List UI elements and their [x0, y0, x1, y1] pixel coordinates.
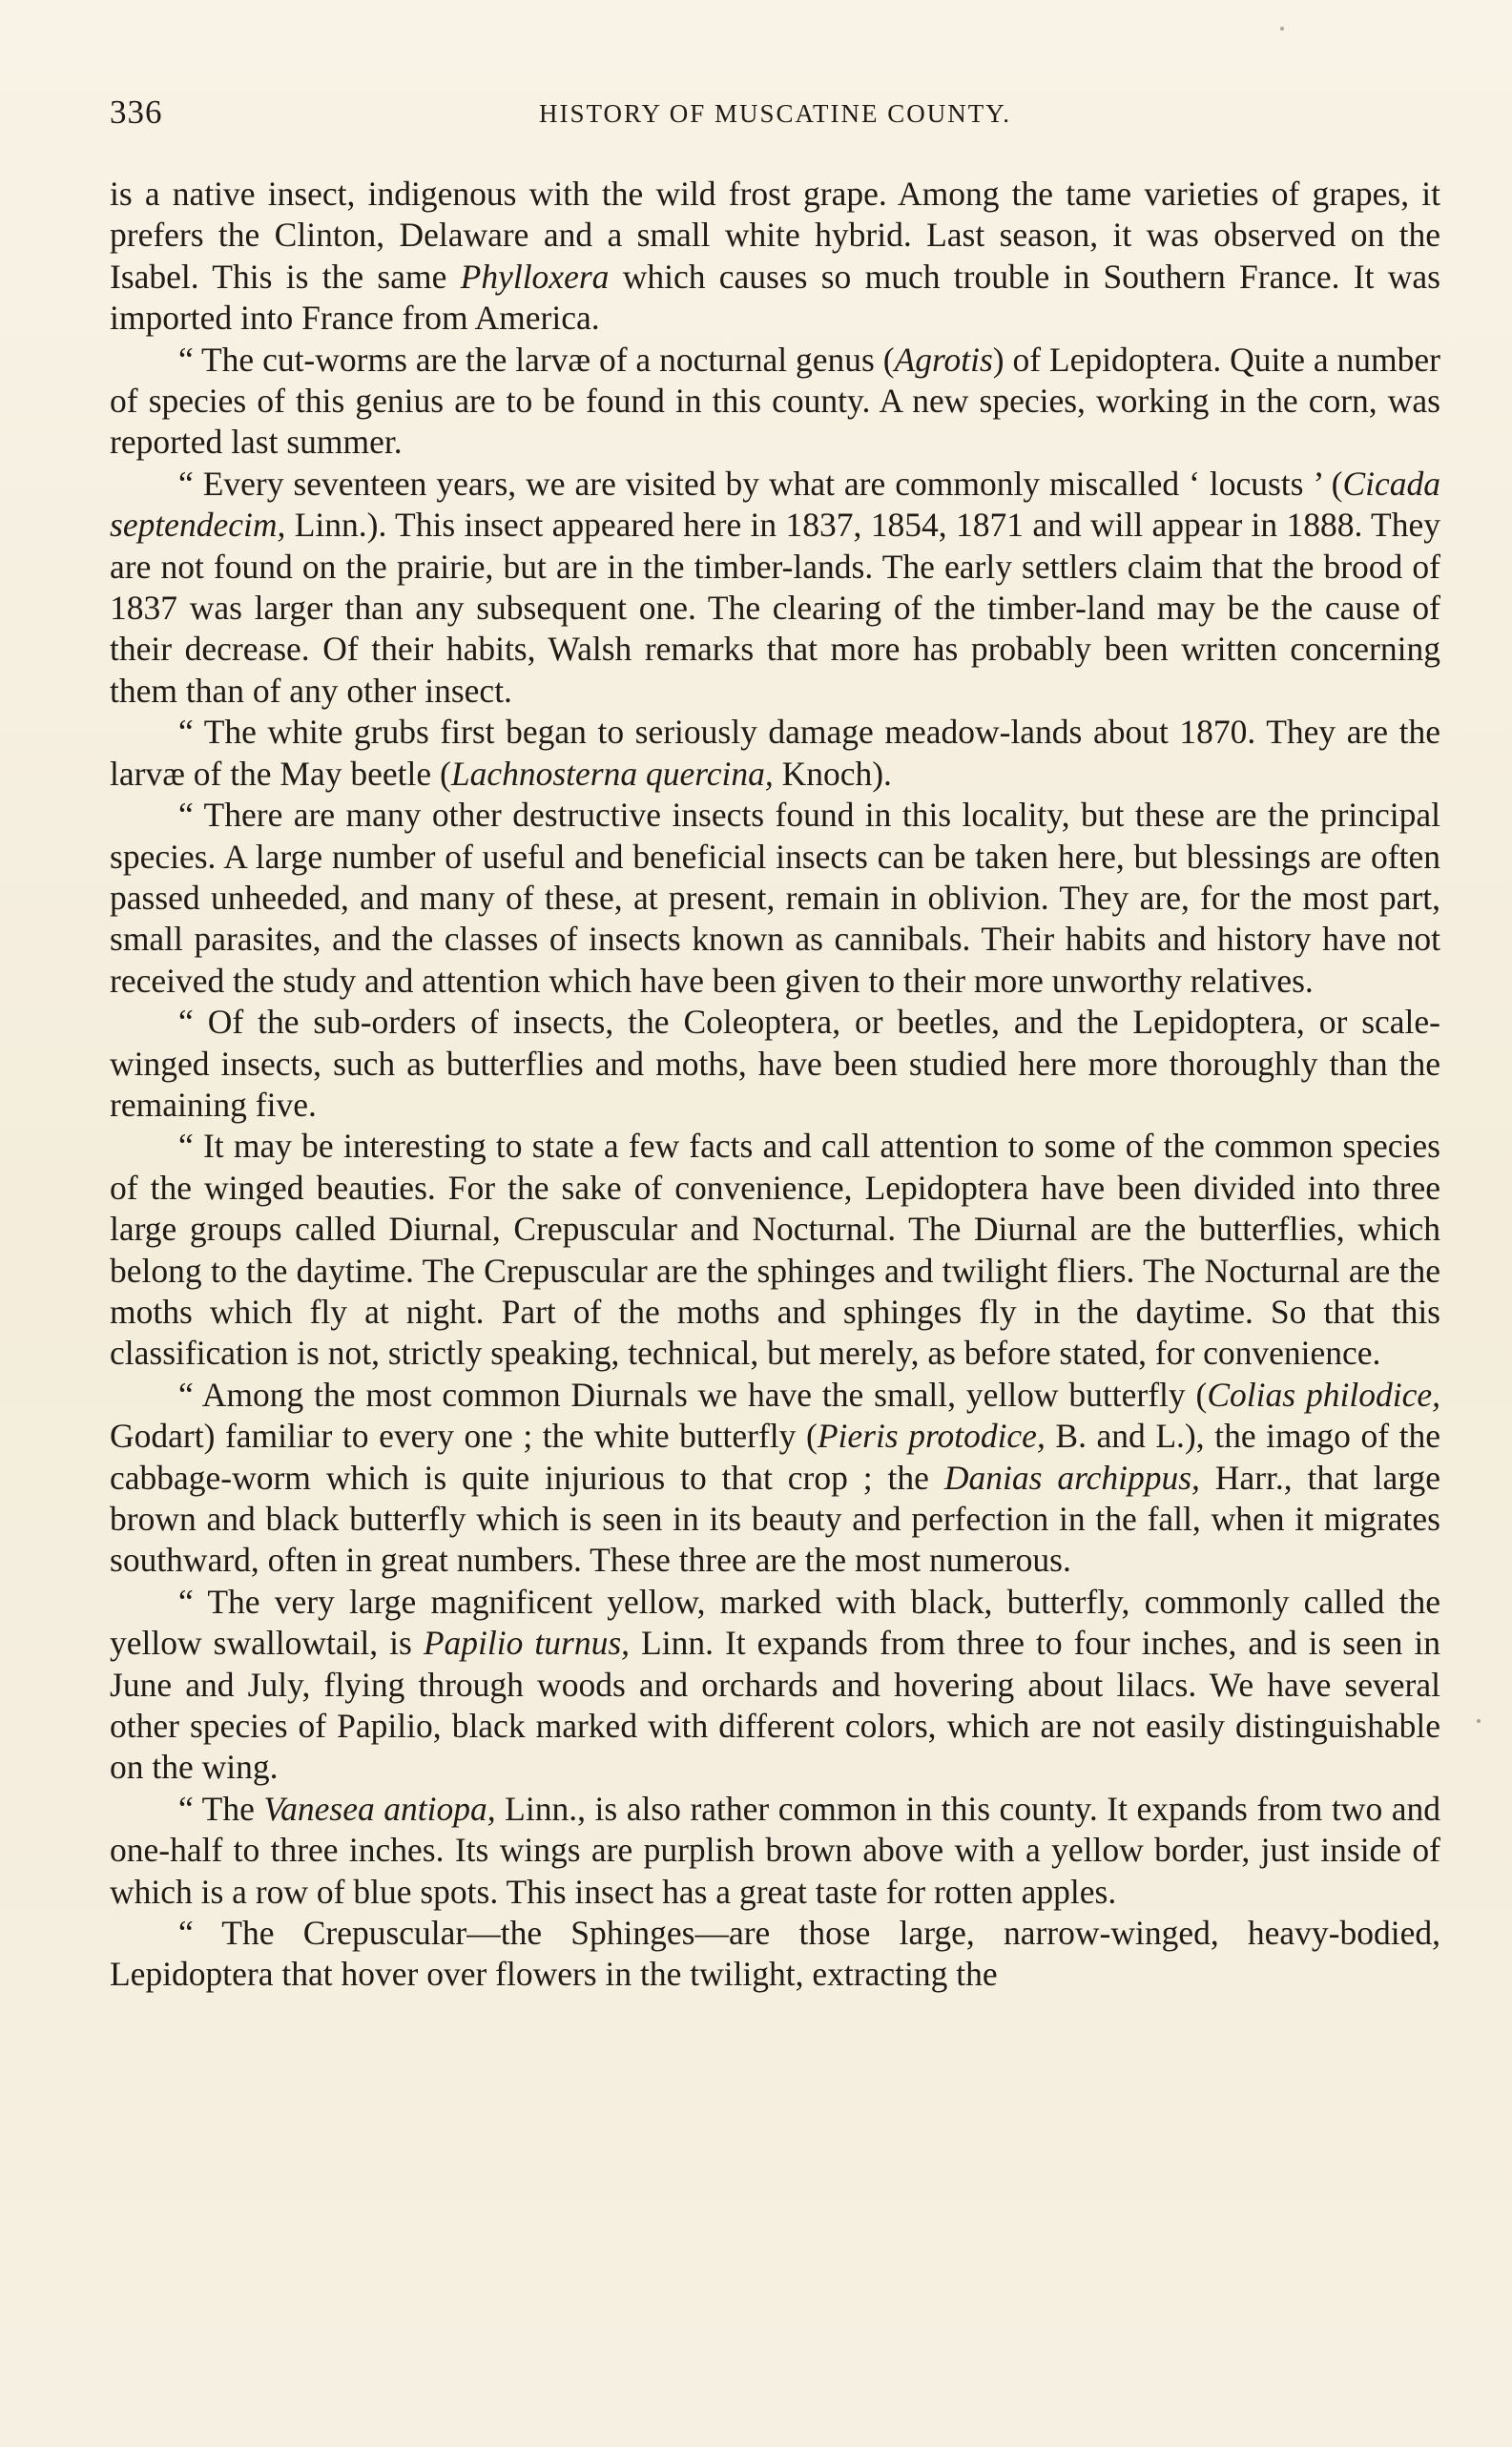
paragraph: [110, 1789, 1440, 1913]
page-header: [110, 88, 1440, 135]
paper-speck: [1477, 1719, 1481, 1723]
body-text: [110, 174, 1440, 1996]
paragraph: [110, 1582, 1440, 1789]
text-run: “ The very large magnificent yellow, marked with black, butterfly, commonly called the yellow swallowtail, is: [110, 1582, 1440, 1663]
text-run: “ Among the most common Diurnals we have the small, yellow butterfly (: [178, 1375, 1208, 1414]
text-run: Knoch).: [773, 754, 892, 793]
paragraph: [110, 340, 1440, 464]
paragraph: [110, 1375, 1440, 1582]
text-run: “ The cut-worms are the larvæ of a nocturnal genus (: [178, 340, 895, 379]
running-title: HISTORY OF MUSCATINE COUNTY.: [538, 99, 1012, 128]
paragraph: [110, 1913, 1440, 1996]
text-run: Linn., is also rather common in this county. It expands from two and one-half to three inches. Its wings are purplish brown above with a yellow border, just inside of which is a row of blue spots. This insect has a great taste for rotten apples.: [110, 1789, 1440, 1911]
text-run: Linn.). This insect appeared here in 1837, 1854, 1871 and will appear in 1888. They are not found on the prairie, but are in the timber-lands. The early settlers claim that the brood of 1837 was larger than any subsequent one. The clearing of the timber-land may be the cause of their decrease. Of their habits, Walsh remarks that more has probably been written concerning them than of any other insect.: [110, 506, 1440, 710]
text-run: ) of Lepidoptera. Quite a number of species of this genius are to be found in this county. A new species, working in the corn, was reported last summer.: [110, 340, 1440, 462]
page-number: 336: [110, 93, 163, 131]
text-run: which causes so much trouble in Southern France. It was imported into France from America.: [110, 257, 1440, 338]
text-run: Linn. It expands from three to four inches, and is seen in June and July, flying through woods and orchards and hovering about lilacs. We have several other species of Papilio, black marked with different colors, which are not easily distinguishable on the wing.: [110, 1624, 1440, 1787]
text-run: “ Every seventeen years, we are visited by what are commonly miscalled ‘ locusts ’ (: [178, 464, 1343, 503]
text-run: “ There are many other destructive insects found in this locality, but these are the principal species. A large number of useful and beneficial insects can be taken here, but blessings are often passed unheeded, and many of these, at present, remain in oblivion. They are, for the most part, small parasites, and the classes of insects known as cannibals. Their habits and history have not received the study and attention which have been given to their more unworthy relatives.: [110, 796, 1440, 1000]
italic-term: Papilio turnus,: [423, 1624, 631, 1663]
text-run: “ The Crepuscular—the Sphinges—are those large, narrow-winged, heavy-bodied, Lepidoptera that hover over flowers in the twilight, extracting the: [110, 1914, 1440, 1994]
paragraph: [110, 712, 1440, 795]
paper-speck: [1280, 27, 1284, 31]
italic-term: Lachnosterna quercina,: [450, 754, 774, 793]
text-run: is a native insect, indigenous with the wild frost grape. Among the tame varieties of grapes, it prefers the Clinton, Delaware and a small white hybrid. Last season, it was observed on the Isabel. This is the same: [110, 175, 1440, 296]
text-run: B. and L.), the imago of the cabbage-worm which is quite injurious to that crop ; the: [110, 1417, 1440, 1497]
text-run: Godart) familiar to every one ; the white butterfly (: [110, 1417, 818, 1456]
italic-term: Colias philodice,: [1207, 1375, 1440, 1414]
italic-term: Danias archippus,: [943, 1458, 1200, 1497]
text-run: “ Of the sub-orders of insects, the Coleoptera, or beetles, and the Lepidoptera, or scale-winged insects, such as butterflies and moths, have been studied here more thoroughly than the remaining five.: [110, 1003, 1440, 1124]
paragraph: [110, 174, 1440, 340]
italic-term: Pieris protodice,: [817, 1417, 1046, 1456]
text-run: “ It may be interesting to state a few facts and call attention to some of the common species of the winged beauties. For the sake of convenience, Lepidoptera have been divided into three large groups called Diurnal, Crepuscular and Nocturnal. The Diurnal are the butterflies, which belong to the daytime. The Crepuscular are the sphinges and twilight fliers. The Nocturnal are the moths which fly at night. Part of the moths and sphinges fly in the daytime. So that this classification is not, strictly speaking, technical, but merely, as before stated, for convenience.: [110, 1127, 1440, 1373]
text-run: Harr., that large brown and black butterfly which is seen in its beauty and perfection in the fall, when it migrates southward, often in great numbers. These three are the most numerous.: [110, 1458, 1440, 1580]
paragraph: [110, 1002, 1440, 1126]
text-run: “ The: [178, 1789, 264, 1828]
paragraph: [110, 795, 1440, 1002]
italic-term: Cicada septendecim,: [110, 464, 1440, 545]
paragraph: [110, 1126, 1440, 1374]
italic-term: Agrotis: [894, 340, 993, 379]
italic-term: Phylloxera: [460, 257, 610, 296]
text-run: “ The white grubs first began to seriously damage meadow-lands about 1870. They are the larvæ of the May beetle (: [110, 713, 1440, 793]
italic-term: Vanesea antiopa,: [263, 1789, 496, 1828]
paragraph: [110, 464, 1440, 712]
